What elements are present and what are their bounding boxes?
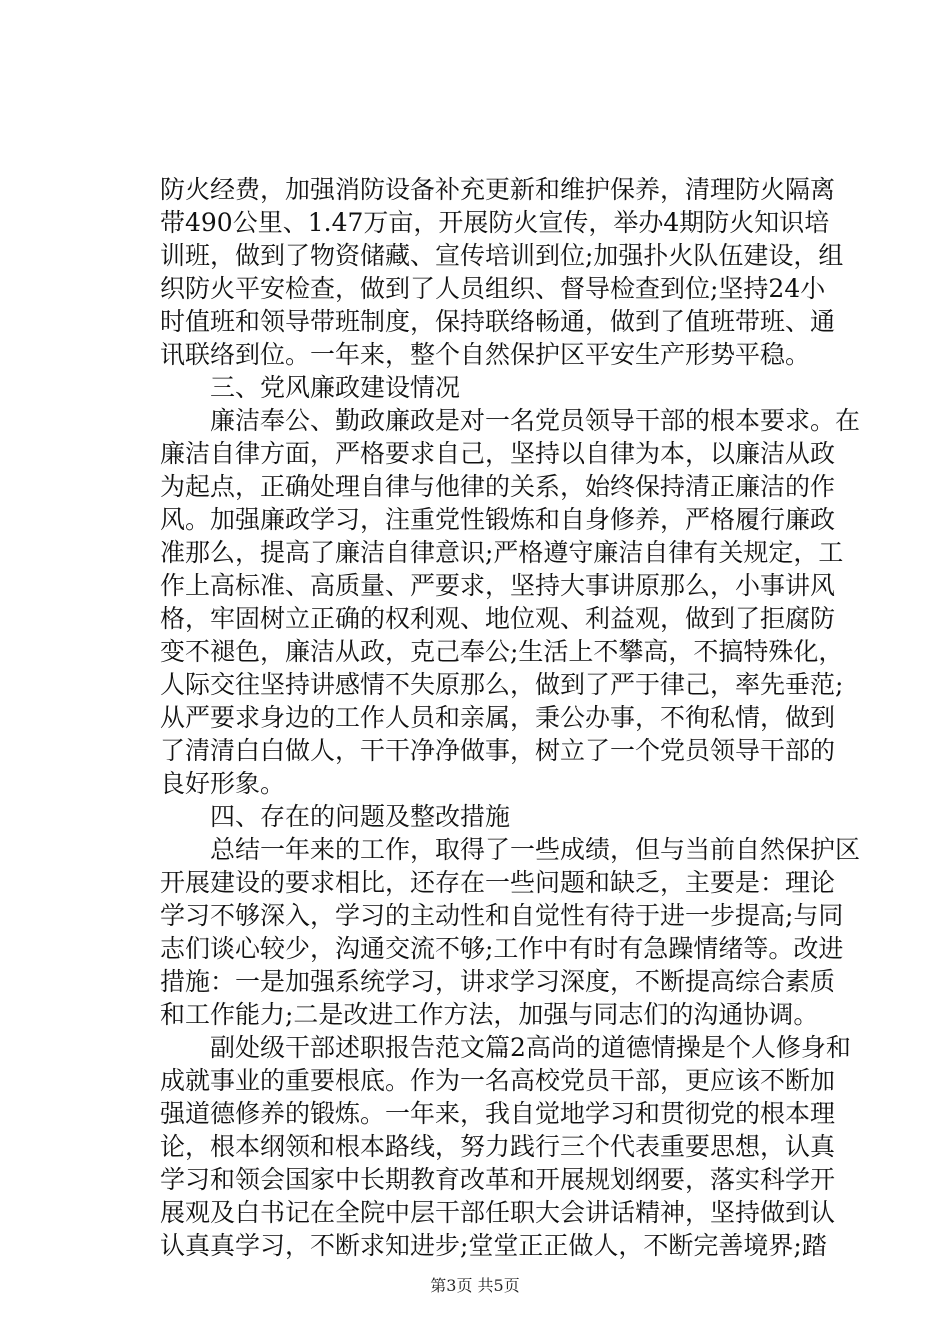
text-line: 格，牢固树立正确的权利观、地位观、利益观，做到了拒腐防 <box>160 604 836 633</box>
text-line: 展观及白书记在全院中层干部任职大会讲话精神，坚持做到认 <box>160 1198 836 1227</box>
text-line: 学习不够深入，学习的主动性和自觉性有待于进一步提高;与同 <box>160 901 844 930</box>
text-line: 为起点，正确处理自律与他律的关系，始终保持清正廉洁的作 <box>160 472 836 501</box>
text-line: 廉洁自律方面，严格要求自己，坚持以自律为本，以廉洁从政 <box>160 439 836 468</box>
section-heading: 三、党风廉政建设情况 <box>210 373 461 402</box>
text-line: 学习和领会国家中长期教育改革和开展规划纲要，落实科学开 <box>160 1165 836 1194</box>
text-line: 变不褪色，廉洁从政，克己奉公;生活上不攀高，不搞特殊化， <box>160 637 844 666</box>
text-line: 良好形象。 <box>160 769 286 798</box>
text-line: 人际交往坚持讲感情不失原那么，做到了严于律己，率先垂范; <box>160 670 844 699</box>
text-line: 作上高标准、高质量、严要求，坚持大事讲原那么，小事讲风 <box>160 571 836 600</box>
section-heading: 四、存在的问题及整改措施 <box>210 802 511 831</box>
text-line: 防火经费，加强消防设备补充更新和维护保养，清理防火隔离 <box>160 175 836 204</box>
page-number-footer: 第3页 共5页 <box>430 1276 520 1295</box>
text-line: 准那么，提高了廉洁自律意识;严格遵守廉洁自律有关规定，工 <box>160 538 844 567</box>
text-line: 志们谈心较少，沟通交流不够;工作中有时有急躁情绪等。改进 <box>160 934 844 963</box>
text-line: 开展建设的要求相比，还存在一些问题和缺乏，主要是：理论 <box>160 868 836 897</box>
text-line: 和工作能力;二是改进工作方法，加强与同志们的沟通协调。 <box>160 1000 819 1029</box>
text-line: 论，根本纲领和根本路线，努力践行三个代表重要思想，认真 <box>160 1132 836 1161</box>
text-line: 风。加强廉政学习，注重党性锻炼和自身修养，严格履行廉政 <box>160 505 836 534</box>
text-line: 织防火平安检查，做到了人员组织、督导检查到位;坚持24小 <box>160 274 826 303</box>
text-line: 强道德修养的锻炼。一年来，我自觉地学习和贯彻党的根本理 <box>160 1099 836 1128</box>
text-line: 带490公里、1.47万亩，开展防火宣传，举办4期防火知识培 <box>160 208 830 237</box>
paragraph-first-line: 副处级干部述职报告范文篇2高尚的道德情操是个人修身和 <box>210 1033 851 1062</box>
document-body <box>160 173 861 1262</box>
text-line: 讯联络到位。一年来，整个自然保护区平安生产形势平稳。 <box>160 340 811 369</box>
paragraph-first-line: 总结一年来的工作，取得了一些成绩，但与当前自然保护区 <box>210 835 861 864</box>
text-line: 从严要求身边的工作人员和亲属，秉公办事，不徇私情，做到 <box>160 703 836 732</box>
text-line: 认真真学习，不断求知进步;堂堂正正做人，不断完善境界;踏 <box>160 1231 827 1260</box>
text-line: 成就事业的重要根底。作为一名高校党员干部，更应该不断加 <box>160 1066 836 1095</box>
text-line: 时值班和领导带班制度，保持联络畅通，做到了值班带班、通 <box>160 307 836 336</box>
text-line: 了清清白白做人，干干净净做事，树立了一个党员领导干部的 <box>160 736 836 765</box>
text-line: 措施：一是加强系统学习，讲求学习深度，不断提高综合素质 <box>160 967 836 996</box>
paragraph-first-line: 廉洁奉公、勤政廉政是对一名党员领导干部的根本要求。在 <box>210 406 861 435</box>
text-line: 训班，做到了物资储藏、宣传培训到位;加强扑火队伍建设，组 <box>160 241 844 270</box>
